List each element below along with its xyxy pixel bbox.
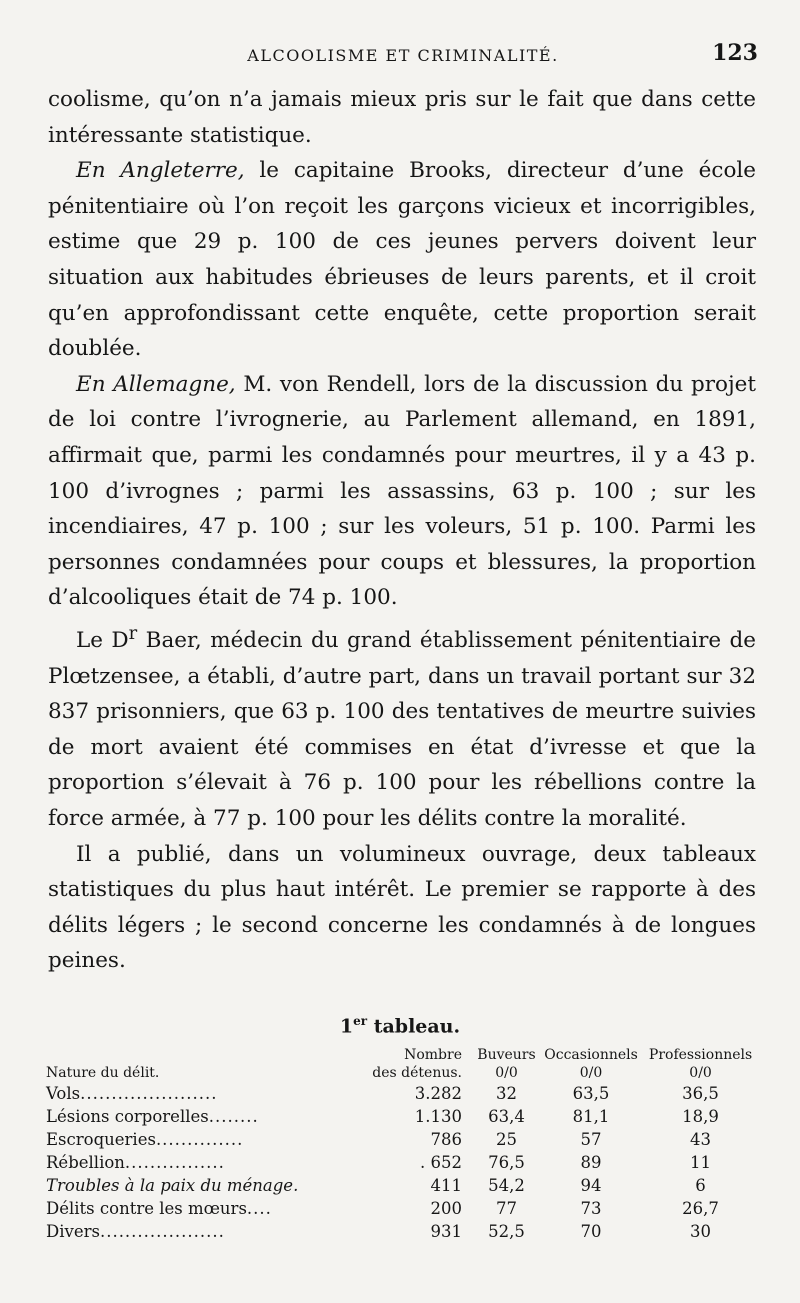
paragraph-text: Baer, médecin du grand établissement pénitentiaire de Plœtzensee, a établi, d’autre part, dans un travail portant sur 32 837 prisonniers, que 63 p. 100 des tentatives de meurtre suivies de mort avaient été commises en état d’ivresse et que la proportion s’élevait à 76 p. 100 pour les rébellions contre la force armée, à 77 p. 100 pour les délits contre la moralité. xyxy=(48,628,756,832)
table-row xyxy=(46,1105,758,1128)
page-number: 123 xyxy=(712,40,758,66)
table-title-word: tableau. xyxy=(367,1015,461,1038)
cell-professionnels: 26,7 xyxy=(682,1199,719,1218)
table-title xyxy=(0,1014,800,1037)
header-nature: Nature du délit. xyxy=(46,1065,160,1081)
statistics-table xyxy=(46,1046,758,1243)
cell-buveurs: 52,5 xyxy=(488,1222,525,1241)
cell-professionnels: 36,5 xyxy=(682,1084,719,1103)
page-header xyxy=(48,40,758,76)
paragraph-publication xyxy=(48,837,756,979)
paragraph-prefix: Le D xyxy=(76,628,129,654)
cell-nombre: 1.130 xyxy=(414,1107,462,1126)
cell-occasionnels: 94 xyxy=(580,1176,602,1195)
cell-nombre: 786 xyxy=(430,1130,462,1149)
cell-professionnels: 6 xyxy=(695,1176,706,1195)
table-header-row xyxy=(46,1046,758,1082)
cell-nombre: . 652 xyxy=(420,1153,462,1172)
cell-occasionnels: 63,5 xyxy=(572,1084,610,1103)
running-head: ALCOOLISME ET CRIMINALITÉ. xyxy=(247,46,559,65)
row-label: Escroqueries.............. xyxy=(46,1130,244,1149)
row-label: Troubles à la paix du ménage. xyxy=(46,1176,299,1195)
table-title-number: 1 xyxy=(339,1015,354,1038)
cell-occasionnels: 89 xyxy=(580,1153,602,1172)
cell-nombre: 411 xyxy=(430,1176,462,1195)
paragraph-germany xyxy=(48,367,756,616)
paragraph-lead-italic: En Allemagne, xyxy=(76,371,236,397)
table-row xyxy=(46,1174,758,1197)
cell-nombre: 931 xyxy=(430,1222,462,1241)
header-nombre: Nombre des détenus. xyxy=(372,1047,462,1081)
cell-buveurs: 32 xyxy=(495,1084,517,1103)
paragraph-lead-italic: En Angleterre, xyxy=(76,158,245,184)
paragraph-baer xyxy=(48,616,756,837)
cell-buveurs: 63,4 xyxy=(488,1107,525,1126)
cell-buveurs: 25 xyxy=(495,1130,517,1149)
body-text xyxy=(48,82,756,979)
cell-occasionnels: 70 xyxy=(580,1222,602,1241)
cell-professionnels: 18,9 xyxy=(682,1107,719,1126)
table-row xyxy=(46,1197,758,1220)
header-occasionnels: Occasionnels 0/0 xyxy=(544,1047,638,1081)
paragraph-england xyxy=(48,153,756,367)
row-label: Lésions corporelles........ xyxy=(46,1107,259,1126)
cell-occasionnels: 73 xyxy=(580,1199,602,1218)
row-label: Délits contre les mœurs.... xyxy=(46,1199,272,1218)
cell-professionnels: 30 xyxy=(690,1222,712,1241)
paragraph-text: le capitaine Brooks, directeur d’une école pénitentiaire où l’on reçoit les garçons vicieux et incorrigibles, estime que 29 p. 100 de ces jeunes pervers doivent leur situation aux habitudes ébrieuses de leurs parents, et il croit qu’en approfondissant cette enquête, cette proportion serait doublée. xyxy=(48,158,756,362)
cell-buveurs: 76,5 xyxy=(488,1153,525,1172)
cell-buveurs: 54,2 xyxy=(488,1176,525,1195)
row-label: Vols...................... xyxy=(46,1084,218,1103)
table-row xyxy=(46,1082,758,1105)
table-row xyxy=(46,1220,758,1243)
paragraph-text: coolisme, qu’on n’a jamais mieux pris sur le fait que dans cette intéressante statistique. xyxy=(48,87,756,148)
table-row xyxy=(46,1128,758,1151)
header-professionnels: Professionnels 0/0 xyxy=(648,1047,753,1081)
table-row xyxy=(46,1151,758,1174)
paragraph-text: M. von Rendell, lors de la discussion du projet de loi contre l’ivrognerie, au Parlement allemand, en 1891, affirmait que, parmi les condamnés pour meurtres, il y a 43 p. 100 d’ivrognes ; parmi les assassins, 63 p. 100 ; sur les incendiaires, 47 p. 100 ; sur les voleurs, 51 p. 100. Parmi les personnes condamnées pour coups et blessures, la proportion d’alcooliques était de 74 p. 100. xyxy=(48,371,756,611)
paragraph-text: Il a publié, dans un volumineux ouvrage, deux tableaux statistiques du plus haut intérêt. Le premier se rapporte à des délits légers ; le second concerne les condamnés à de longues peines. xyxy=(48,841,756,974)
cell-occasionnels: 57 xyxy=(580,1130,602,1149)
paragraph-continuation xyxy=(48,82,756,153)
cell-occasionnels: 81,1 xyxy=(572,1107,610,1126)
paragraph-superscript: r xyxy=(128,622,138,644)
cell-nombre: 3.282 xyxy=(414,1084,462,1103)
row-label: Rébellion................ xyxy=(46,1153,225,1172)
cell-professionnels: 11 xyxy=(690,1153,712,1172)
cell-professionnels: 43 xyxy=(690,1130,712,1149)
header-buveurs: Buveurs 0/0 xyxy=(477,1047,536,1081)
table-title-superscript: er xyxy=(353,1014,368,1028)
row-label: Divers.................... xyxy=(46,1222,225,1241)
cell-buveurs: 77 xyxy=(495,1199,517,1218)
cell-nombre: 200 xyxy=(430,1199,462,1218)
